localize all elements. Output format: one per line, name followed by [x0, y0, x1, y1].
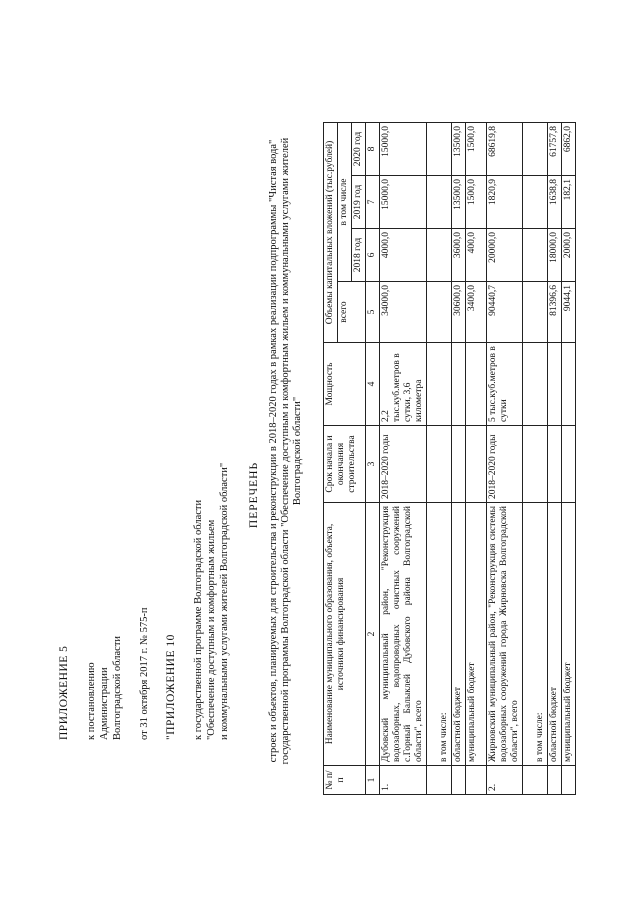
row-2020: 68619,8: [487, 123, 523, 176]
row-2019: 15000,0: [380, 176, 427, 229]
resolution-line: Администрации: [99, 667, 110, 740]
source-total: 9044,1: [562, 282, 576, 343]
document-title: ПЕРЕЧЕНЬ: [248, 461, 260, 529]
header-total: всего: [338, 282, 366, 343]
source-label: муниципальный бюджет: [562, 503, 576, 766]
header-name: Наименование муниципального образования, объекта, источники финансирования: [324, 503, 366, 766]
subtitle-line: строек и объектов, планируемых для строительства и реконструкции в 2018–2020 годах в рамках реализации подпрограммы "Чистая вода": [268, 139, 279, 763]
source-2018: 3600,0: [452, 229, 466, 282]
program-line: к государственной программе Волгоградской области: [193, 499, 204, 740]
source-label: муниципальный бюджет: [466, 503, 487, 766]
row-period: 2018–2020 годы: [380, 426, 427, 503]
objects-table: [323, 122, 576, 795]
row-capacity: 5 тыс.куб.метров в сутки: [487, 343, 523, 426]
row-num: 2.: [487, 766, 523, 795]
row-2018: 4000,0: [380, 229, 427, 282]
header-2019: 2019 год: [352, 176, 366, 229]
resolution-line: Волгоградской области: [112, 635, 123, 740]
source-total: 81396,6: [548, 282, 562, 343]
source-2018: 18000,0: [548, 229, 562, 282]
appendix-label: ПРИЛОЖЕНИЕ 5: [58, 645, 70, 740]
row-2018: 20000,0: [487, 229, 523, 282]
source-2020: 1500,0: [466, 123, 487, 176]
row-2020: 15000,0: [380, 123, 427, 176]
incl-label: в том числе:: [427, 503, 452, 766]
source-label: областной бюджет: [548, 503, 562, 766]
header-num: № п/п: [324, 766, 366, 795]
source-total: 30600,0: [452, 282, 466, 343]
col-number: 3: [366, 426, 380, 503]
appendix10-label: "ПРИЛОЖЕНИЕ 10: [165, 634, 177, 740]
source-2019: 13500,0: [452, 176, 466, 229]
table-subrow: [548, 123, 562, 795]
source-2020: 13500,0: [452, 123, 466, 176]
source-label: областной бюджет: [452, 503, 466, 766]
table-subrow: [466, 123, 487, 795]
row-name: Дубовский муниципальный район, "Реконструкция водозаборных, водопроводных очистных сооружений с.Горный Балыклей Дубовского района Волгоградской области", всего: [380, 503, 427, 766]
source-2020: 6862,0: [562, 123, 576, 176]
document-header: [58, 320, 231, 740]
incl-label: в том числе:: [523, 503, 548, 766]
source-2019: 182,1: [562, 176, 576, 229]
document-subtitle: [268, 21, 304, 881]
col-number: 5: [366, 282, 380, 343]
row-period: 2018–2020 годы: [487, 426, 523, 503]
source-2018: 400,0: [466, 229, 487, 282]
table-subrow: [523, 123, 548, 795]
table-row: [380, 123, 427, 795]
row-total: 90440,7: [487, 282, 523, 343]
table-subrow: [562, 123, 576, 795]
row-num: 1.: [380, 766, 427, 795]
row-name: Жирновский муниципальный район, "Реконструкция системы водозаборных сооружений города Жирновска Волгоградской области", всего: [487, 503, 523, 766]
row-capacity: 2,2 тыс.куб.метров в сутки, 3,6 километра: [380, 343, 427, 426]
table-subrow: [452, 123, 466, 795]
header-capacity: Мощность: [324, 343, 366, 426]
header-volumes: Объемы капитальных вложений (тыс.рублей): [324, 123, 338, 343]
source-2019: 1500,0: [466, 176, 487, 229]
header-period: Срок начала и окончания строительства: [324, 426, 366, 503]
header-2020: 2020 год: [352, 123, 366, 176]
col-number: 2: [366, 503, 380, 766]
col-number: 8: [366, 123, 380, 176]
program-line: "Обеспечение доступным и комфортным жильем: [206, 519, 217, 740]
col-number: 7: [366, 176, 380, 229]
table-header-row: [324, 123, 338, 795]
table-row: [487, 123, 523, 795]
row-2019: 1820,9: [487, 176, 523, 229]
source-2018: 2000,0: [562, 229, 576, 282]
source-total: 3400,0: [466, 282, 487, 343]
subtitle-line: Волгоградской области": [292, 396, 303, 506]
subtitle-line: государственной программы Волгоградской области "Обеспечение доступным и комфортным жильем и коммунальными услугами жителей: [280, 137, 291, 765]
source-2019: 1638,8: [548, 176, 562, 229]
table-subrow: [427, 123, 452, 795]
header-incl: в том числе: [338, 123, 352, 282]
row-total: 34000,0: [380, 282, 427, 343]
column-number-row: [366, 123, 380, 795]
col-number: 4: [366, 343, 380, 426]
col-number: 1: [366, 766, 380, 795]
col-number: 6: [366, 229, 380, 282]
source-2020: 61757,8: [548, 123, 562, 176]
header-2018: 2018 год: [352, 229, 366, 282]
program-line: и коммунальными услугами жителей Волгоградской области": [219, 462, 230, 740]
resolution-date: от 31 октября 2017 г. № 575-п: [139, 607, 150, 740]
resolution-line: к постановлению: [86, 662, 97, 740]
